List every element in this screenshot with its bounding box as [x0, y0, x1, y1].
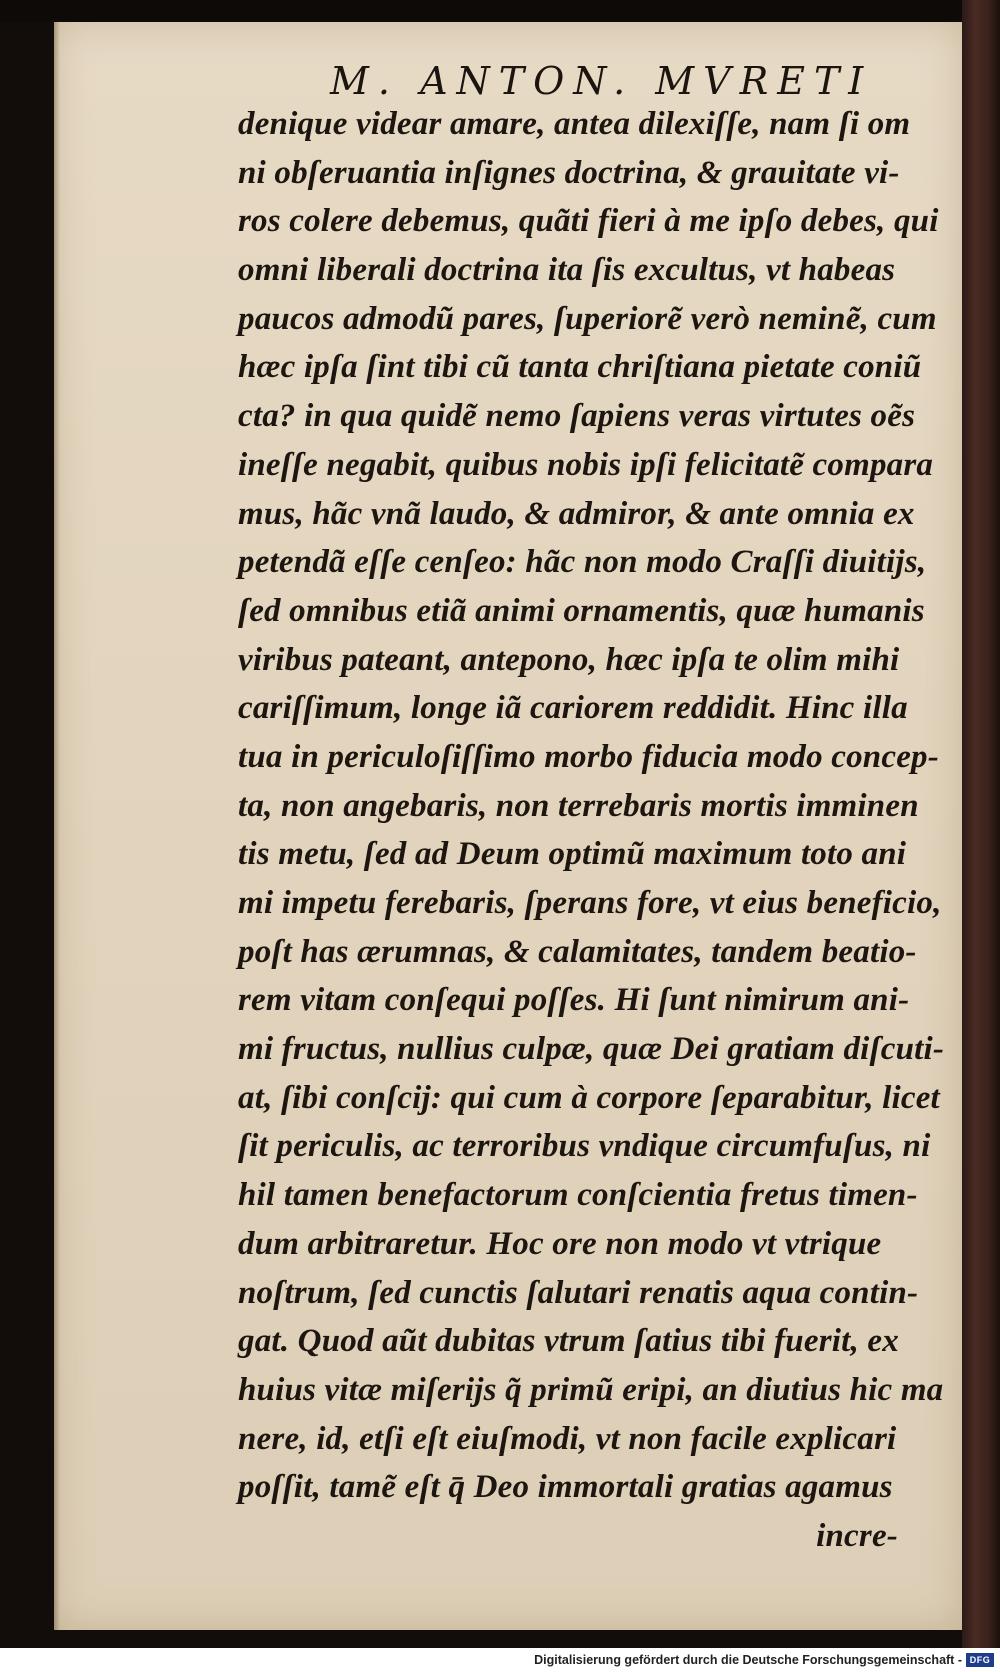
page-gutter-shadow — [54, 22, 60, 1630]
text-line: mi fructus, nullius culpæ, quæ Dei gratiam diſcuti- — [238, 1031, 945, 1068]
text-line: tis metu, ſed ad Deum optimũ maximum toto ani — [238, 836, 907, 873]
text-line: petendã eſſe cenſeo: hãc non modo Craſſi diuitijs, — [238, 544, 927, 581]
text-line: ſit periculis, ac terroribus vndique circumfuſus, ni — [238, 1128, 931, 1165]
text-line: at, ſibi conſcij: qui cum à corpore ſeparabitur, licet — [238, 1079, 940, 1116]
text-line: ni obſeruantia inſignes doctrina, & grauitate vi- — [238, 154, 900, 191]
text-line: paucos admodũ pares, ſuperiorẽ verò neminẽ, cum — [238, 300, 937, 337]
text-line: hæc ipſa ſint tibi cũ tanta chriſtiana pietate coniũ — [238, 349, 922, 386]
text-line: viribus pateant, antepono, hæc ipſa te olim mihi — [238, 641, 900, 678]
scan-top-margin — [0, 0, 1000, 22]
text-line: nere, id, etſi eſt eiuſmodi, vt non facile explicari — [238, 1420, 897, 1457]
catchword: incre- — [816, 1517, 898, 1554]
text-line: ineſſe negabit, quibus nobis ipſi felicitatẽ compara — [238, 446, 934, 483]
text-line: ſed omnibus etiã animi ornamentis, quæ humanis — [238, 592, 925, 629]
text-line: omni liberali doctrina ita ſis excultus, vt habeas — [238, 252, 896, 289]
book-cover-edge — [962, 0, 1000, 1648]
digitization-credit: Digitalisierung gefördert durch die Deutsche Forschungsgemeinschaft - — [534, 1653, 962, 1667]
text-line: gat. Quod aũt dubitas vtrum ſatius tibi fuerit, ex — [238, 1323, 899, 1360]
text-line: denique videar amare, antea dilexiſſe, nam ſi om — [238, 106, 911, 142]
text-line: rem vitam conſequi poſſes. Hi ſunt nimirum ani- — [238, 982, 910, 1019]
text-line: ros colere debemus, quãti fieri à me ipſo debes, qui — [238, 203, 939, 240]
text-line: mi impetu ferebaris, ſperans fore, vt eius beneficio, — [238, 885, 942, 921]
text-line: cta? in qua quidẽ nemo ſapiens veras virtutes oẽs — [238, 398, 916, 435]
text-line: poſt has ærumnas, & calamitates, tandem beatio- — [238, 933, 917, 970]
text-line: poſſit, tamẽ eſt q̄ Deo immortali gratias agamus — [238, 1469, 893, 1506]
dfg-logo: DFG — [966, 1653, 994, 1667]
text-line: huius vitæ miſerijs q̃ primũ eripi, an diutius hic ma — [238, 1371, 944, 1408]
text-line: noſtrum, ſed cunctis ſalutari renatis aqua contin- — [238, 1274, 919, 1311]
text-line: tua in periculoſiſſimo morbo fiducia modo concep- — [238, 738, 939, 775]
running-head: M. ANTON. MVRETI — [330, 59, 873, 103]
text-line: cariſſimum, longe iã cariorem reddidit. Hinc illa — [238, 690, 908, 727]
text-line: dum arbitraretur. Hoc ore non modo vt vtrique — [238, 1225, 882, 1262]
text-line: hil tamen benefactorum conſcientia fretus timen- — [238, 1177, 918, 1214]
text-line: ta, non angebaris, non terrebaris mortis imminen — [238, 787, 919, 824]
text-line: mus, hãc vnã laudo, & admiror, & ante omnia ex — [238, 495, 915, 532]
body-text — [238, 100, 958, 1561]
